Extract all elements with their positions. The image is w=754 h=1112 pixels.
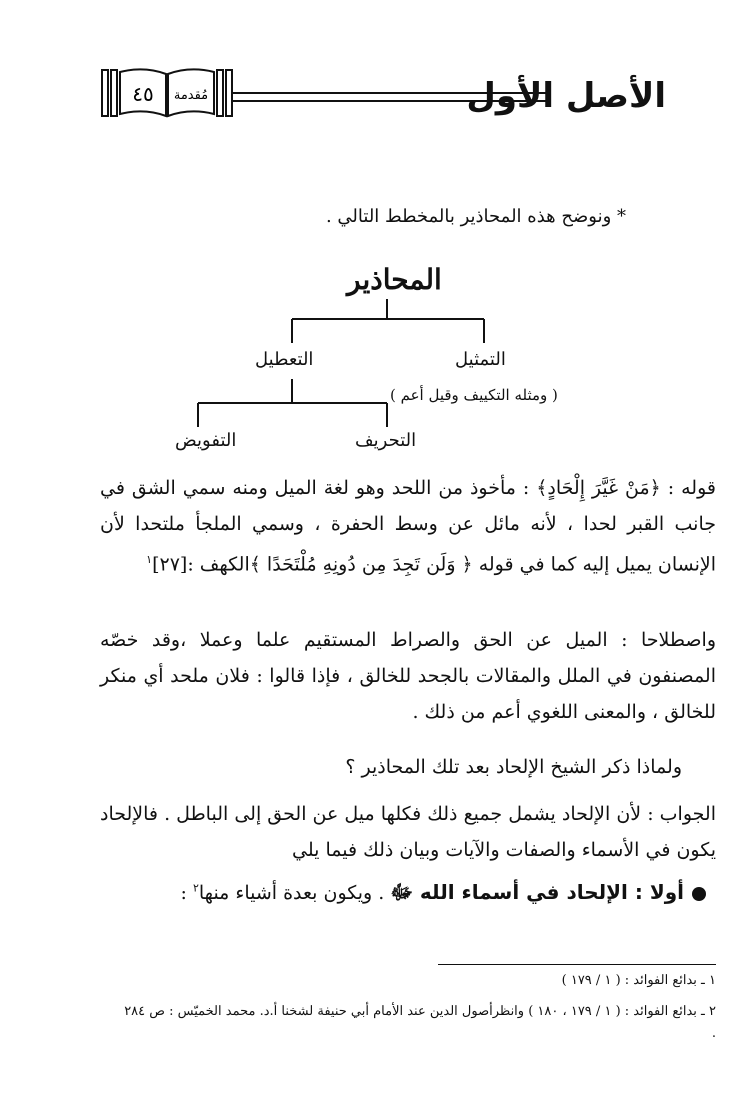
paragraph-text: قوله : ﴿مَنْ غَيَّرَ إِلْحَادٍ﴾ : مأخوذ من اللحد وهو لغة الميل ومنه سمي الشق في جانب القبر لحدا ، لأنه مائل عن وسط الحفرة ، وسمي الملجأ ملتحدا لأن الإنسان يميل إليه كما في قوله ﴿ وَلَن تَجِدَ مِن دُونِهِ مُلْتَحَدًا ﴾الكهف :[٢٧] bbox=[100, 477, 716, 576]
footnote-2: ٢ ـ بدائع الفوائد : ( ١ / ١٧٩ ، ١٨٠ ) وانظرأصول الدين عند الأمام أبي حنيفة لشخنا أ.د. محمد الخميّس : ص ٢٨٤ . bbox=[124, 1004, 716, 1041]
header-double-rule bbox=[232, 92, 550, 102]
footnote-ref-1: ١ bbox=[146, 553, 153, 566]
running-header-title: الأصل الأول bbox=[466, 76, 666, 116]
bullet-icon bbox=[692, 887, 706, 901]
diagram-node-tahrif: التحريف bbox=[355, 430, 417, 451]
emblem-label: مُقدمة bbox=[173, 88, 209, 103]
diagram-note: ( ومثله التكييف وقيل أعم ) bbox=[390, 386, 558, 404]
first-point-text: . ويكون بعدة أشياء منها bbox=[198, 882, 385, 904]
paragraph-istilahan: واصطلاحا : الميل عن الحق والصراط المستقيم علما وعملا ،وقد خصّه المصنفون في الملل والمقالات بالجحد للخالق ، فإذا قالوا : فلان ملحد أي منكر للخالق ، والمعنى اللغوي أعم من ذلك . bbox=[100, 629, 716, 723]
first-point bbox=[181, 880, 706, 909]
first-point-colon: : bbox=[180, 882, 193, 904]
question-line: ولماذا ذكر الشيخ الإلحاد بعد تلك المحاذير ؟ bbox=[345, 756, 682, 778]
diagram-node-tafwid: التفويض bbox=[175, 430, 237, 451]
footnote-separator bbox=[438, 964, 716, 965]
intro-line: * ونوضح هذه المحاذير بالمخطط التالي . bbox=[325, 206, 626, 227]
footnote-1: ١ ـ بدائع الفوائد : ( ١ / ١٧٩ ) bbox=[561, 973, 716, 988]
book-emblem-icon bbox=[100, 64, 234, 122]
footnote-ref-2: ٢ bbox=[192, 881, 199, 895]
diagram-node-tamthil: التمثيل bbox=[455, 349, 506, 370]
paragraph-ilhad-definition bbox=[100, 470, 716, 582]
page-number: ٤٥ bbox=[132, 82, 154, 106]
paragraph-answer: الجواب : لأن الإلحاد يشمل جميع ذلك فكلها ميل عن الحق إلى الباطل . فالإلحاد يكون في الأسماء والصفات والآيات وبيان ذلك فيما يلي bbox=[100, 803, 716, 861]
diagram-node-tatil: التعطيل bbox=[255, 349, 314, 370]
tree-diagram bbox=[0, 255, 754, 465]
first-point-heading: أولا : الإلحاد في أسماء الله ﷻ bbox=[390, 880, 684, 904]
diagram-root: المحاذير bbox=[347, 263, 442, 296]
